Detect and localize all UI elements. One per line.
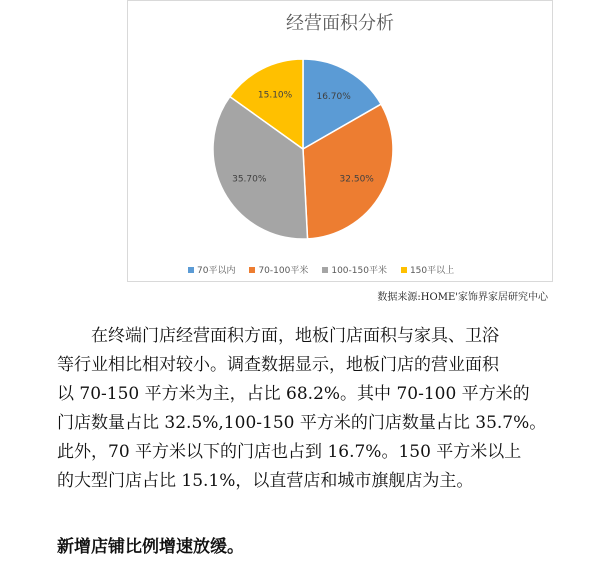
chart-title: 经营面积分析 (286, 13, 394, 34)
legend-item (401, 263, 454, 276)
legend-label: 100-150平米 (331, 266, 387, 276)
pie-data-label-3: 15.10% (257, 90, 293, 101)
paragraph-line: 门店数量占比 32.5%,100-150 平方米的门店数量占比 35.7%。 (57, 413, 547, 433)
legend-swatch-3 (401, 267, 407, 273)
body-paragraph (57, 322, 557, 496)
data-source-note: 数据来源:HOME'家饰界家居研究中心 (377, 292, 548, 303)
paragraph-line: 在终端门店经营面积方面，地板门店面积与家具、卫浴 (91, 326, 499, 346)
legend-swatch-2 (322, 267, 328, 273)
legend-label: 70-100平米 (258, 266, 309, 276)
legend-item (249, 263, 308, 276)
paragraph-line: 的大型门店占比 15.1%，以直营店和城市旗舰店为主。 (57, 471, 474, 491)
legend-label: 70平以内 (197, 266, 236, 276)
legend-item (188, 263, 235, 276)
pie-data-label-2: 35.70% (232, 174, 267, 185)
paragraph-line: 以 70-150 平方米为主，占比 68.2%。其中 70-100 平方米的 (57, 384, 530, 404)
pie-chart (128, 1, 552, 261)
pie-data-label-0: 16.70% (316, 92, 351, 103)
pie-chart-frame (127, 0, 553, 282)
legend-label: 150平以上 (409, 266, 455, 276)
chart-legend (188, 263, 454, 276)
paragraph-line: 等行业相比相对较小。调查数据显示，地板门店的营业面积 (57, 355, 499, 375)
paragraph-line: 此外，70 平方米以下的门店也占到 16.7%。150 平方米以上 (57, 442, 522, 462)
pie-data-label-1: 32.50% (339, 174, 374, 185)
legend-item (322, 263, 387, 276)
legend-swatch-0 (188, 267, 194, 273)
legend-swatch-1 (249, 267, 255, 273)
section-heading: 新增店铺比例增速放缓。 (57, 537, 244, 557)
